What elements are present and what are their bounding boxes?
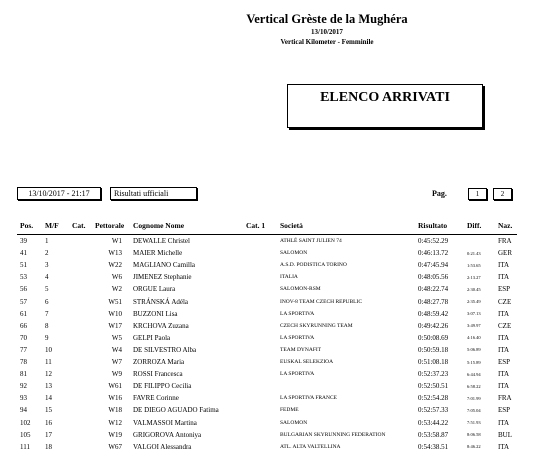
cell-team: EUSKAL SELEKZIOA (280, 359, 334, 365)
cell-result: 0:52:37.23 (418, 370, 449, 379)
cell-mf: 18 (45, 442, 52, 451)
table-row (0, 237, 534, 248)
cell-bib: W17 (108, 321, 122, 330)
cell-diff: 8:06.58 (467, 432, 481, 438)
cell-naz: CZE (498, 321, 512, 330)
cell-name: STRÁNSKÁ Adéla (133, 297, 189, 306)
event-title: Vertical Grèste de la Mughéra (246, 12, 408, 26)
cell-name: DE SILVESTRO Alba (133, 345, 197, 354)
page-2-button[interactable]: 2 (493, 188, 512, 200)
cell-pos: 66 (20, 321, 27, 330)
col-diff: Diff. (467, 221, 482, 230)
cell-result: 0:48:22.74 (418, 285, 449, 294)
cell-result: 0:46:13.72 (418, 249, 449, 258)
cell-team: LA SPORTIVA FRANCE (280, 395, 338, 402)
table-row (0, 406, 534, 417)
cell-result: 0:53:44.22 (418, 418, 449, 427)
cell-pos: 111 (20, 442, 30, 451)
cell-naz: GER (498, 249, 512, 258)
table-row (0, 261, 534, 272)
event-subtitle: Vertical Kilometer - Femminile (280, 38, 374, 46)
page-1-button[interactable]: 1 (468, 188, 487, 200)
col-bib: Pettorale (95, 221, 125, 230)
event-date: 13/10/2017 (311, 28, 343, 36)
col-result: Risultato (418, 221, 448, 230)
table-row (0, 310, 534, 321)
cell-team: LA SPORTIVA (280, 310, 315, 317)
cell-bib: W9 (111, 370, 122, 379)
cell-diff: 3:07.13 (467, 311, 481, 317)
cell-team: LA SPORTIVA (280, 334, 315, 341)
cell-mf: 3 (45, 261, 49, 270)
table-row (0, 249, 534, 260)
cell-pos: 81 (20, 370, 27, 379)
cell-team: SALOMON-RSM (280, 286, 321, 293)
table-row (0, 358, 534, 369)
cell-name: VALGOI Alessandra (133, 442, 192, 451)
table-header (0, 221, 534, 233)
cell-bib: W2 (111, 285, 122, 294)
cell-result: 0:52:50.51 (418, 382, 449, 391)
cell-mf: 15 (45, 406, 52, 415)
cell-team: FEDME (280, 407, 299, 414)
cell-name: GRIGOROVA Antoniya (133, 430, 202, 439)
cell-name: DE DIEGO AGUADO Fatima (133, 406, 219, 415)
table-row (0, 382, 534, 393)
col-name: Cognome Nome (133, 221, 185, 230)
cell-diff: 6:58.22 (467, 383, 481, 389)
col-mf: M/F (45, 221, 59, 230)
cell-pos: 105 (20, 430, 31, 439)
header-divider (17, 234, 517, 235)
cell-naz: ESP (498, 406, 511, 415)
table-row (0, 298, 534, 309)
cell-mf: 8 (45, 321, 49, 330)
results-title-box (287, 84, 483, 128)
cell-naz: ITA (498, 273, 510, 282)
cell-bib: W12 (108, 418, 122, 427)
cell-naz: BUL (498, 430, 512, 439)
cell-name: KRCHOVA Zuzana (133, 321, 189, 330)
cell-result: 0:49:42.26 (418, 321, 449, 330)
cell-bib: W67 (108, 442, 122, 451)
cell-team: ITALIA (280, 274, 298, 281)
table-row (0, 285, 534, 296)
cell-naz: ITA (498, 442, 510, 451)
cell-team: SALOMON (280, 419, 308, 426)
cell-pos: 102 (20, 418, 31, 427)
cell-team: INOV-8 TEAM CZECH REPUBLIC (280, 298, 363, 305)
cell-pos: 56 (20, 285, 27, 294)
cell-team: CZECH SKYRUNNING TEAM (280, 322, 353, 329)
cell-result: 0:45:52.29 (418, 237, 449, 245)
cell-result: 0:50:59.18 (418, 345, 449, 354)
cell-bib: W7 (111, 358, 122, 366)
col-naz: Naz. (498, 221, 513, 230)
cell-diff: 5:06.89 (467, 347, 481, 353)
cell-mf: 2 (45, 249, 49, 258)
cell-naz: ESP (498, 358, 511, 366)
cell-naz: ESP (498, 285, 511, 294)
cell-mf: 16 (45, 418, 52, 427)
cell-diff: 7:51.93 (467, 420, 481, 425)
cell-diff: 7:05.04 (467, 407, 481, 413)
cell-result: 0:47:45.94 (418, 261, 449, 270)
page-label: Pag. (432, 189, 447, 198)
cell-result: 0:54:38.51 (418, 442, 449, 451)
cell-bib: W51 (108, 297, 122, 306)
cell-result: 0:53:58.87 (418, 430, 449, 439)
table-row (0, 273, 534, 284)
cell-mf: 7 (45, 309, 49, 318)
cell-mf: 14 (45, 394, 52, 403)
cell-diff: 0:21.43 (467, 250, 481, 256)
cell-team: ATL. ALTA VALTELLINA (280, 443, 341, 450)
cell-diff: 8:46.22 (467, 444, 481, 450)
cell-name: DEWALLE Christel (133, 237, 190, 245)
cell-naz: ITA (498, 382, 510, 391)
cell-bib: W10 (108, 309, 122, 318)
cell-diff: 2:13.27 (467, 274, 481, 280)
cell-naz: FRA (498, 394, 512, 403)
cell-naz: CZE (498, 297, 512, 306)
cell-result: 0:51:08.18 (418, 358, 449, 366)
table-row (0, 322, 534, 333)
cell-naz: ITA (498, 418, 510, 427)
cell-result: 0:52:57.33 (418, 406, 449, 415)
table-row (0, 419, 534, 430)
cell-team: TEAM DYNAFIT (280, 346, 322, 353)
cell-result: 0:48:27.78 (418, 297, 449, 306)
cell-bib: W61 (108, 382, 122, 391)
col-cat1: Cat. 1 (246, 221, 266, 230)
cell-diff: 3:49.97 (467, 323, 481, 329)
cell-bib: W5 (111, 333, 122, 342)
cell-naz: ITA (498, 309, 510, 318)
cell-name: FAVRE Corinne (133, 394, 179, 403)
cell-pos: 39 (20, 237, 27, 245)
cell-pos: 77 (20, 345, 27, 354)
cell-mf: 6 (45, 297, 49, 306)
cell-diff: 2:35.49 (467, 299, 481, 304)
cell-mf: 12 (45, 370, 52, 379)
cell-pos: 94 (20, 406, 27, 415)
cell-mf: 17 (45, 430, 52, 439)
cell-mf: 11 (45, 358, 52, 366)
cell-bib: W22 (108, 261, 122, 270)
cell-bib: W19 (108, 430, 122, 439)
cell-pos: 53 (20, 273, 27, 282)
cell-mf: 4 (45, 273, 49, 282)
cell-diff: 1:53.65 (467, 262, 481, 268)
cell-name: DE FILIPPO Cecilia (133, 382, 192, 391)
cell-bib: W16 (108, 394, 122, 403)
table-row (0, 443, 534, 454)
table-row (0, 334, 534, 345)
cell-diff: 5:15.89 (467, 359, 481, 365)
cell-mf: 1 (45, 237, 49, 245)
timestamp-box: 13/10/2017 - 21:17 (17, 187, 101, 200)
cell-naz: ITA (498, 370, 510, 379)
table-row (0, 370, 534, 381)
cell-naz: FRA (498, 237, 512, 245)
cell-diff: 2:30.45 (467, 286, 481, 292)
cell-diff: 4:16.40 (467, 335, 481, 341)
cell-mf: 10 (45, 345, 52, 354)
cell-team: LA SPORTIVA (280, 371, 315, 378)
col-team: Società (280, 221, 303, 230)
cell-result: 0:52:54.28 (418, 394, 449, 403)
col-pos: Pos. (20, 221, 34, 230)
cell-bib: W18 (108, 406, 122, 415)
table-row (0, 346, 534, 357)
cell-result: 0:50:08.69 (418, 333, 449, 342)
cell-naz: ITA (498, 345, 510, 354)
results-table-body (0, 237, 534, 462)
cell-naz: ITA (498, 261, 510, 270)
cell-team: BULGARIAN SKYRUNNING FEDERATION (280, 431, 386, 438)
status-box: Risultati ufficiali (110, 187, 197, 200)
cell-pos: 61 (20, 309, 27, 318)
cell-name: BUZZONI Lisa (133, 309, 178, 318)
cell-pos: 78 (20, 358, 27, 366)
cell-team: ATHLÉ SAINT JULIEN 74 (280, 238, 342, 244)
cell-pos: 92 (20, 382, 27, 391)
cell-pos: 93 (20, 394, 27, 403)
cell-name: JIMENEZ Stephanie (133, 273, 192, 282)
cell-mf: 13 (45, 382, 52, 391)
cell-pos: 57 (20, 297, 27, 306)
cell-pos: 70 (20, 333, 27, 342)
cell-name: VALMASSOI Martina (133, 418, 197, 427)
cell-mf: 5 (45, 285, 49, 294)
cell-bib: W4 (111, 345, 122, 354)
cell-naz: ITA (498, 333, 510, 342)
cell-name: MAIER Michelle (133, 249, 183, 258)
cell-name: ORGUE Laura (133, 285, 176, 294)
cell-name: ROSSI Francesca (133, 370, 183, 379)
table-row (0, 394, 534, 405)
results-title: ELENCO ARRIVATI (320, 90, 450, 105)
cell-team: SALOMON (280, 250, 308, 257)
cell-name: GELPI Paola (133, 333, 171, 342)
cell-diff: 6:44.94 (467, 371, 481, 377)
cell-name: MAGLIANO Camilla (133, 261, 196, 270)
cell-mf: 9 (45, 333, 49, 342)
cell-bib: W6 (111, 273, 122, 282)
cell-pos: 51 (20, 261, 27, 270)
cell-bib: W1 (111, 237, 122, 245)
cell-result: 0:48:05.56 (418, 273, 449, 282)
table-row (0, 431, 534, 442)
col-cat: Cat. (72, 221, 86, 230)
cell-result: 0:48:59.42 (418, 309, 449, 318)
cell-team: A.S.D. PODISTICA TORINO (280, 262, 347, 269)
cell-bib: W13 (108, 249, 122, 258)
cell-name: ZORROZA Maria (133, 358, 185, 366)
cell-diff: 7:01.99 (467, 395, 481, 401)
cell-pos: 41 (20, 249, 27, 258)
